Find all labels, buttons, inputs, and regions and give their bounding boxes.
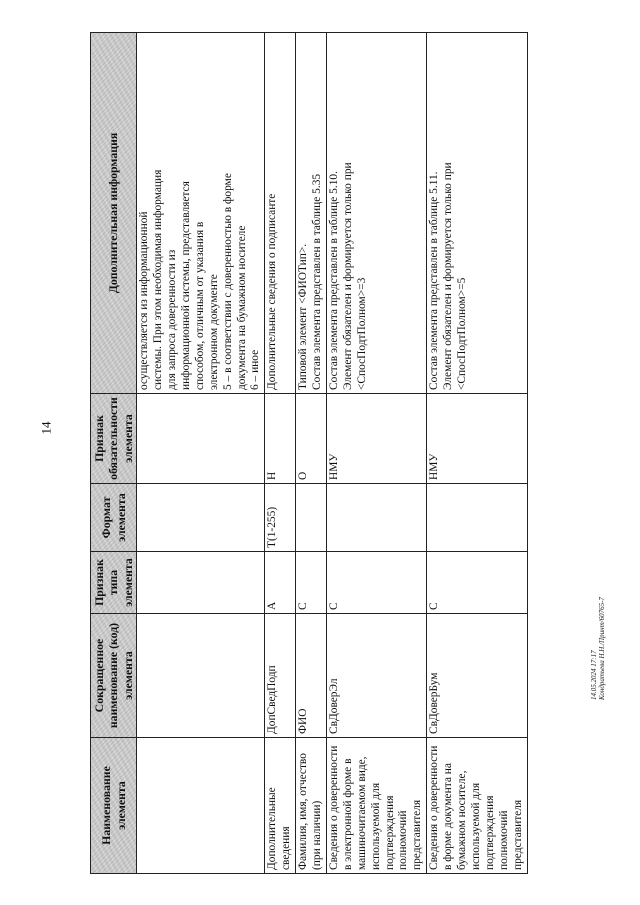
cell-name: Сведения о доверенности в форме документа на бумажном носителе, используемой для подтверждения полномочий представителя [427,738,527,874]
header-element-format: Формат элемента [91,484,137,552]
header-element-required: Признак обязательности элемента [91,394,137,484]
table-row [137,33,265,874]
table-row [427,33,527,874]
info-line: 5 – в соответствии с доверенностью в форме [221,173,234,390]
info-line: электронном документе [207,274,220,390]
table-row [296,33,327,874]
cell-required: Н [265,394,296,484]
cell-info [137,33,265,394]
table-row [326,33,426,874]
footer-author: Кондратьева Н.Н./Принт/60765-7 [598,597,606,700]
cell-type: С [427,552,527,614]
cell-code: ДопСведПодп [265,614,296,738]
cell-required: НМУ [326,394,426,484]
cell-info [427,33,527,394]
footer-date: 14.05.2024 17:17 [590,650,598,700]
info-line: Элемент обязателен и формируется только при [442,162,455,390]
cell-format [296,484,327,552]
rotated-table-container [90,33,524,874]
info-line: <СпосПодтПолном>=3 [355,277,368,390]
cell-type: С [296,552,327,614]
page-number: 14 [38,421,54,435]
info-line: Дополнительные сведения о подписанте [266,193,279,390]
cell-name: Фамилия, имя, отчество (при наличии) [296,738,327,874]
info-line: способом, отличным от указания в [193,221,206,390]
cell-format [137,484,265,552]
info-line: документа на бумажном носителе [235,225,248,390]
header-element-name: Наименование элемента [91,738,137,874]
cell-name [137,738,265,874]
info-line: Состав элемента представлен в таблице 5.11. [428,171,441,390]
print-footer [590,597,606,700]
cell-type: А [265,552,296,614]
info-line: информационной системы, представляется [179,181,192,390]
info-line: Элемент обязателен и формируется только при [341,162,354,390]
info-line: 6 – иное [249,349,262,390]
info-line: Типовой элемент <ФИОТип>. [297,243,310,390]
cell-type [137,552,265,614]
table-header-row [91,33,137,874]
info-line: <СпосПодтПолном>=5 [456,277,469,390]
cell-code: СвДоверЭл [326,614,426,738]
cell-code: ФИО [296,614,327,738]
element-table [90,32,528,874]
cell-name: Дополнительные сведения [265,738,296,874]
cell-type: С [326,552,426,614]
cell-required: О [296,394,327,484]
cell-name: Сведения о доверенности в электронной форме в машиночитаемом виде, используемой для подтверждения полномочий представителя [326,738,426,874]
header-element-code: Сокращенное наименование (код) элемента [91,614,137,738]
cell-format [326,484,426,552]
cell-required [137,394,265,484]
cell-format: T(1-255) [265,484,296,552]
header-element-type: Признак типа элемента [91,552,137,614]
cell-info [296,33,327,394]
info-line: Состав элемента представлен в таблице 5.35 [311,173,324,390]
cell-info [265,33,296,394]
info-line: системы. При этом необходимая информация [152,169,165,390]
cell-format [427,484,527,552]
table-row [265,33,296,874]
cell-code: СвДоверБум [427,614,527,738]
info-line: для запроса доверенности из [165,249,178,390]
info-line: осуществляется из информационной [138,211,151,390]
info-line: Состав элемента представлен в таблице 5.10. [327,171,340,390]
cell-code [137,614,265,738]
cell-info [326,33,426,394]
header-element-info: Дополнительная информация [91,33,137,394]
cell-required: НМУ [427,394,527,484]
